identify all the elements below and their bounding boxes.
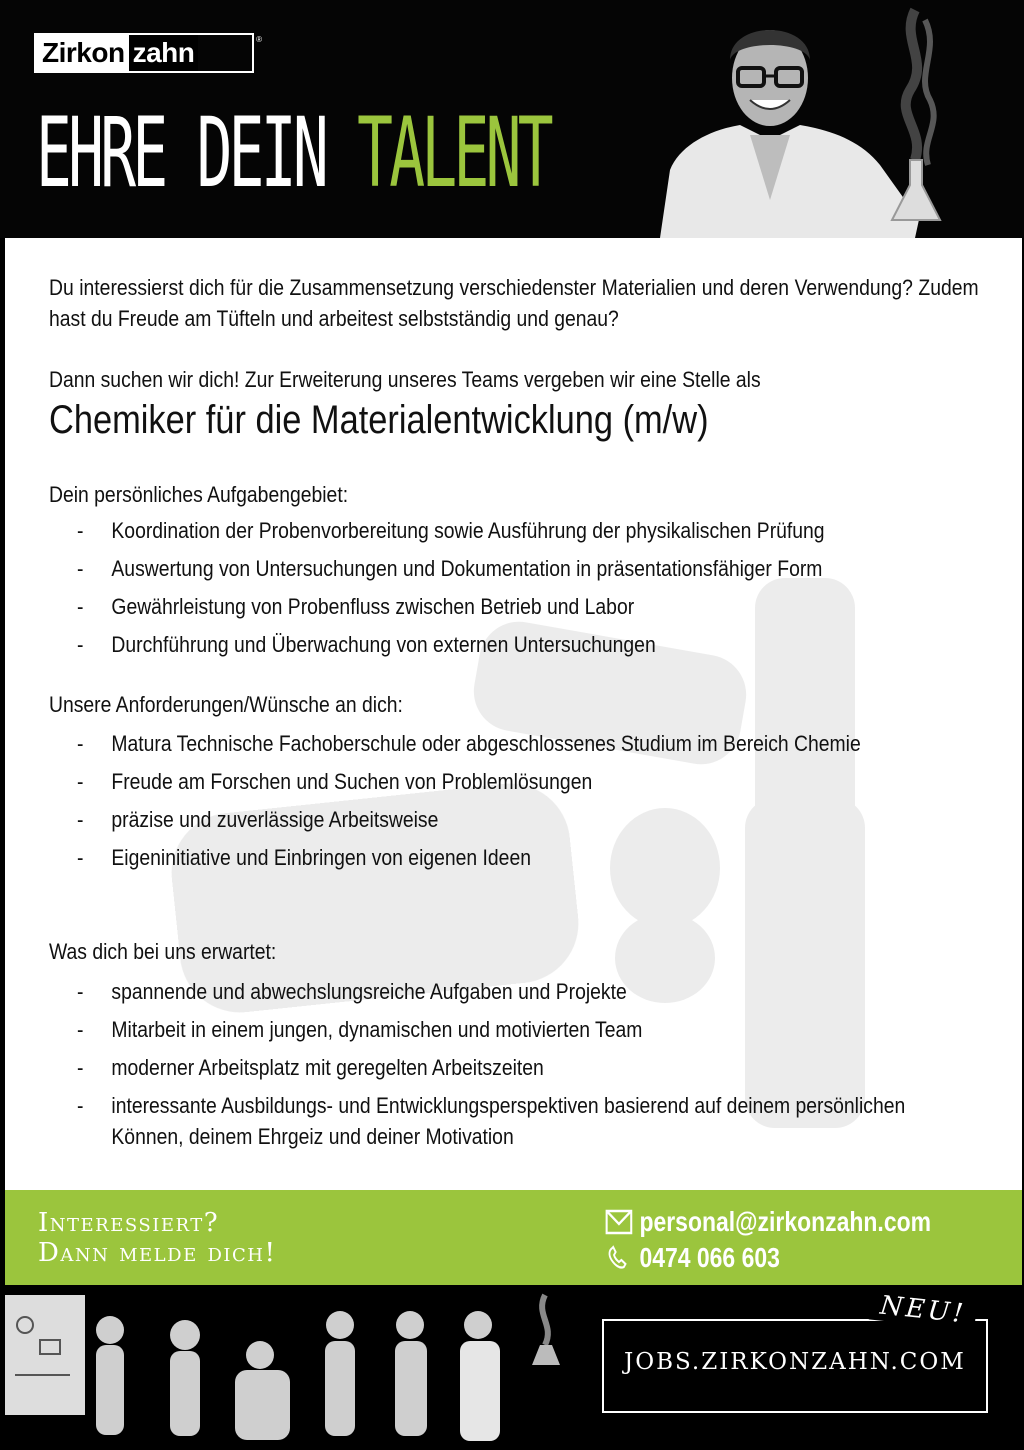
cta-line-1: Interessiert? xyxy=(38,1208,220,1238)
header-banner xyxy=(0,0,1024,238)
chemist-photo xyxy=(630,0,960,238)
contact-details xyxy=(605,1204,931,1276)
list-item: - moderner Arbeitsplatz mit geregelten Arbeitszeiten xyxy=(77,1055,544,1080)
call-to-action xyxy=(38,1208,276,1268)
slogan xyxy=(36,93,550,213)
list-item: - Freude am Forschen und Suchen von Problemlösungen xyxy=(77,769,593,794)
list-item: - Auswertung von Untersuchungen und Dokumentation in präsentationsfähiger Form xyxy=(77,556,823,581)
offer-list xyxy=(77,976,937,1159)
logo-registered-mark: ® xyxy=(256,35,262,44)
list-item: - interessante Ausbildungs- und Entwicklungsperspektiven basierend auf deinem persönlichen Können, deinem Ehrgeiz und deiner Motivation xyxy=(77,1093,906,1149)
job-title: Chemiker für die Materialentwicklung (m/w) xyxy=(49,398,709,442)
list-item: - spannende und abwechslungsreiche Aufgaben und Projekte xyxy=(77,979,627,1004)
team-photo-strip xyxy=(0,1285,1024,1450)
list-item: - Mitarbeit in einem jungen, dynamischen und motivierten Team xyxy=(77,1017,643,1042)
new-label: NEU! xyxy=(869,1290,978,1331)
section-heading-offer: Was dich bei uns erwartet: xyxy=(49,939,277,964)
list-item: - Eigeninitiative und Einbringen von eigenen Ideen xyxy=(77,845,531,870)
phone-icon xyxy=(605,1245,633,1271)
envelope-icon xyxy=(605,1209,633,1235)
list-item: - Matura Technische Fachoberschule oder abgeschlossenes Studium im Bereich Chemie xyxy=(77,731,861,756)
zirkonzahn-logo xyxy=(34,33,262,73)
list-item: - präzise und zuverlässige Arbeitsweise xyxy=(77,807,439,832)
section-heading-requirements: Unsere Anforderungen/Wünsche an dich: xyxy=(49,692,403,717)
email-link[interactable]: personal@zirkonzahn.com xyxy=(639,1206,932,1237)
phone-number[interactable]: 0474 066 603 xyxy=(639,1242,780,1273)
email-row[interactable] xyxy=(605,1204,931,1240)
slogan-green: TALENT xyxy=(357,97,550,209)
jobs-website-box[interactable] xyxy=(602,1319,988,1413)
list-item: - Gewährleistung von Probenfluss zwischen Betrieb und Labor xyxy=(77,594,635,619)
logo-text-left: Zirkon xyxy=(36,35,129,71)
intro-sentence: Dann suchen wir dich! Zur Erweiterung unseres Teams vergeben wir eine Stelle als xyxy=(49,367,761,392)
team-photo xyxy=(0,1285,600,1450)
tasks-list xyxy=(77,515,825,667)
intro-paragraph: Du interessierst dich für die Zusammensetzung verschiedenster Materialien und deren Verwendung? Zudem hast du Freude am Tüfteln und arbeitest selbstständig und genau? xyxy=(49,275,979,331)
main-content xyxy=(5,238,1022,1190)
slogan-white: EHRE DEIN xyxy=(36,97,358,209)
contact-bar xyxy=(5,1190,1022,1285)
logo-text-right: zahn xyxy=(129,35,199,71)
requirements-list xyxy=(77,728,885,880)
jobs-url[interactable]: JOBS.ZIRKONZAHN.COM xyxy=(624,1349,966,1375)
section-heading-tasks: Dein persönliches Aufgabengebiet: xyxy=(49,482,349,507)
phone-row[interactable] xyxy=(605,1240,931,1276)
cta-line-2: Dann melde dich! xyxy=(38,1238,277,1268)
list-item: - Koordination der Probenvorbereitung sowie Ausführung der physikalischen Prüfung xyxy=(77,518,825,543)
list-item: - Durchführung und Überwachung von externen Untersuchungen xyxy=(77,632,656,657)
